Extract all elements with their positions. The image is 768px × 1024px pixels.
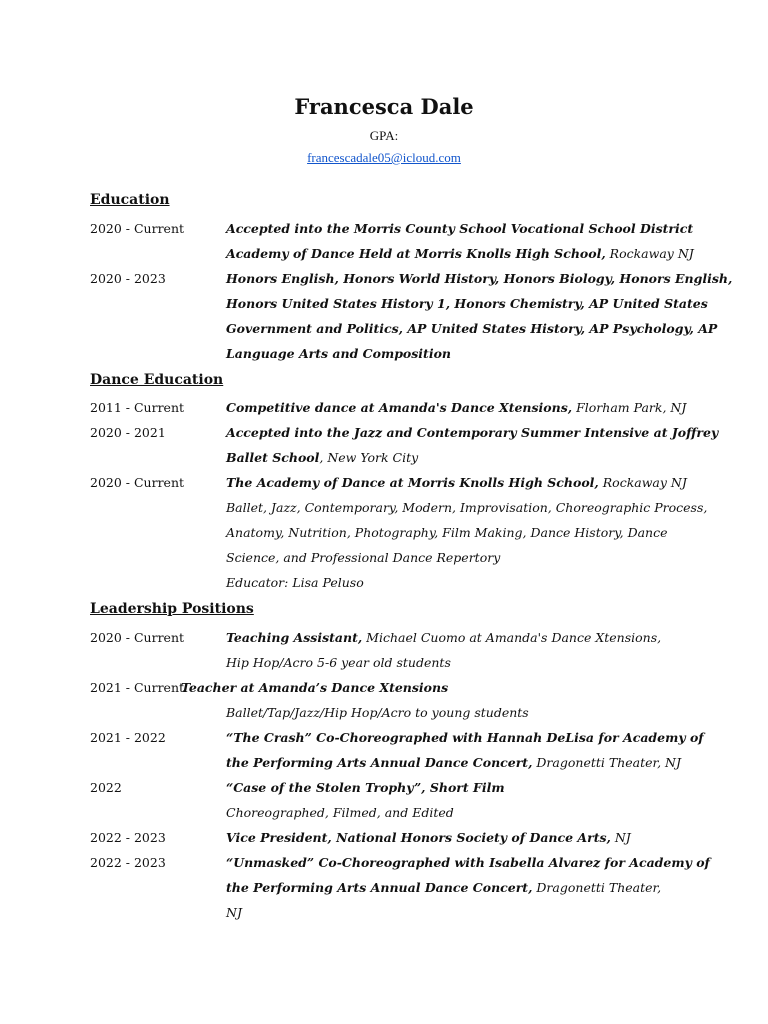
entry-text: Accepted into the Jazz and Contemporary Summer Intensive at Joffrey [226,425,719,440]
dance-entry [90,425,719,450]
entry-text: Hip Hop/Acro 5-6 year old students [226,655,451,670]
leadership-entry [90,630,680,655]
section-heading-dance-education: Dance Education [90,372,224,388]
entry-bold: the Performing Arts Annual Dance Concert, [226,755,533,770]
entry-text: Honors United States History 1, Honors Chemistry, AP United States [226,296,708,311]
entry-text: NJ [226,905,242,920]
entry-text [226,880,661,895]
entry-date: 2020 - Current [90,221,185,236]
entry-bold: The Academy of Dance at Morris Knolls High School, [226,475,599,490]
entry-location: NJ [610,830,631,845]
entry-text: Choreographed, Filmed, and Edited [226,805,454,820]
education-entry-line [90,296,708,321]
education-entry-line [90,246,694,271]
entry-text: Educator: Lisa Peluso [226,575,364,590]
dance-entry [90,400,687,425]
entry-text [226,475,687,490]
entry-date: 2020 - Current [90,630,185,645]
entry-text [226,400,686,415]
entry-text: Anatomy, Nutrition, Photography, Film Making, Dance History, Dance [226,525,668,540]
entry-location: Rockaway NJ [598,475,687,490]
entry-text: “Unmasked” Co-Choreographed with Isabella Alvarez for Academy of [226,855,710,870]
entry-text: “The Crash” Co-Choreographed with Hannah DeLisa for Academy of [226,730,704,745]
entry-date: 2020 - 2023 [90,271,166,286]
entry-text [226,630,661,645]
entry-text [226,755,681,770]
entry-location: Florham Park, NJ [572,400,687,415]
entry-text: Ballet, Jazz, Contemporary, Modern, Improvisation, Choreographic Process, [226,500,708,515]
leadership-entry-line [90,705,680,730]
entry-date: 2021 - Current [90,680,185,695]
entry-date: 2020 - Current [90,475,185,490]
entry-location: Dragonetti Theater, [532,880,662,895]
entry-detail: Michael Cuomo at Amanda's Dance Xtensions, [362,630,662,645]
leadership-entry-line [90,655,680,680]
applicant-name: Francesca Dale [294,94,474,119]
education-entry [90,221,694,246]
entry-text: “Case of the Stolen Trophy”, Short Film [226,780,505,795]
entry-text: Language Arts and Composition [226,346,451,361]
section-heading-leadership: Leadership Positions [90,601,254,617]
email-link[interactable]: francescadale05@icloud.com [307,150,461,165]
email-line [0,150,768,166]
entry-text: Ballet/Tap/Jazz/Hip Hop/Acro to young students [226,705,529,720]
dance-entry-line [90,500,708,525]
entry-text: Government and Politics, AP United States History, AP Psychology, AP [226,321,718,336]
dance-entry-line [90,550,680,575]
entry-bold: Competitive dance at Amanda's Dance Xtensions, [226,400,573,415]
dance-entry-line [90,450,680,475]
leadership-entry-line [90,905,680,930]
entry-text: Teacher at Amanda’s Dance Xtensions [181,680,449,695]
entry-date: 2022 [90,780,122,795]
leadership-entry-line [90,805,680,830]
entry-date: 2022 - 2023 [90,830,166,845]
gpa-label: GPA: [369,128,399,143]
leadership-entry-line [90,880,680,905]
dance-entry-line [90,525,680,550]
section-heading-education: Education [90,192,170,208]
entry-text [226,830,631,845]
education-entry-line [90,346,680,371]
entry-bold: Vice President, National Honors Society of Dance Arts, [226,830,611,845]
leadership-entry [90,855,710,880]
leadership-entry [90,780,680,805]
entry-text: Honors English, Honors World History, Honors Biology, Honors English, [226,271,733,286]
entry-location: Rockaway NJ [605,246,694,261]
leadership-entry [90,830,680,855]
entry-bold: Ballet School [226,450,320,465]
entry-text [226,450,418,465]
entry-text: Accepted into the Morris County School Vocational School District [226,221,694,236]
entry-text: Science, and Professional Dance Repertory [226,550,501,565]
education-entry-line [90,321,718,346]
dance-entry [90,475,687,500]
entry-bold: Academy of Dance Held at Morris Knolls High School, [226,246,606,261]
leadership-entry [90,680,680,705]
entry-text [226,246,694,261]
entry-location: , New York City [319,450,419,465]
entry-location: Dragonetti Theater, NJ [532,755,682,770]
entry-bold: Teaching Assistant, [226,630,363,645]
entry-bold: the Performing Arts Annual Dance Concert, [226,880,533,895]
education-entry [90,271,733,296]
leadership-entry-line [90,755,680,780]
entry-date: 2020 - 2021 [90,425,166,440]
leadership-entry [90,730,704,755]
dance-entry-line [90,575,680,600]
entry-date: 2022 - 2023 [90,855,166,870]
entry-date: 2011 - Current [90,400,185,415]
entry-date: 2021 - 2022 [90,730,166,745]
